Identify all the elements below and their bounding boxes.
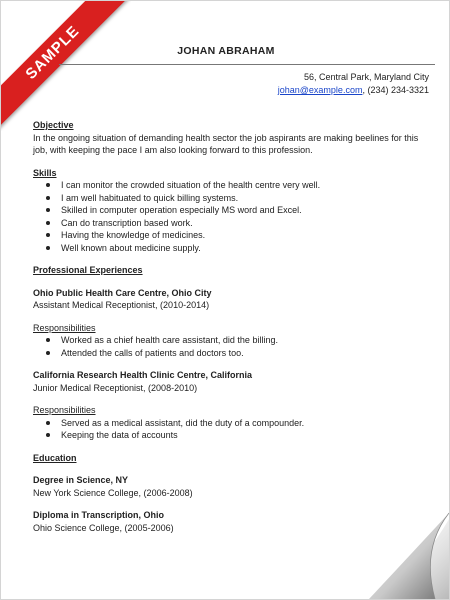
skill-item: Skilled in computer operation especially MS word and Excel. (61, 204, 433, 217)
objective-heading: Objective (33, 120, 74, 130)
objective-text: In the ongoing situation of demanding health sector the job aspirants are making beelines for this job, with keeping the pace I am also looking forward to this profession. (33, 132, 419, 155)
skill-item: I can monitor the crowded situation of the health centre very well. (61, 179, 433, 192)
education-degree: Diploma in Transcription, Ohio (33, 510, 165, 520)
page-curl-graphic (359, 509, 449, 599)
sample-ribbon (1, 1, 131, 131)
job-company: California Research Health Clinic Centre, California (33, 370, 253, 380)
experience-heading: Professional Experiences (33, 265, 143, 275)
phone: , (234) 234-3321 (362, 85, 429, 95)
skills-heading: Skills (33, 167, 57, 178)
address: 56, Central Park, Maryland City (303, 72, 429, 82)
resume-content (33, 119, 433, 534)
skills-list (33, 179, 433, 254)
skill-item: Having the knowledge of medicines. (61, 229, 433, 242)
responsibilities-heading: Responsibilities (33, 322, 96, 333)
responsibility-item: Attended the calls of patients and doctors too. (61, 347, 433, 360)
responsibilities-list (33, 417, 433, 442)
education-degree: Degree in Science, NY (33, 475, 129, 485)
skill-item: Well known about medicine supply. (61, 242, 433, 255)
skill-item: I am well habituated to quick billing systems. (61, 192, 433, 205)
candidate-name: JOHAN ABRAHAM (177, 45, 275, 57)
education-heading: Education (33, 452, 77, 463)
header-divider (59, 64, 435, 65)
job-role: Junior Medical Receptionist, (2008-2010) (33, 382, 198, 393)
email-phone-line (278, 84, 429, 97)
sample-label: SAMPLE (1, 1, 131, 131)
contact-block (278, 71, 429, 97)
responsibility-item: Keeping the data of accounts (61, 429, 433, 442)
responsibility-item: Served as a medical assistant, did the duty of a compounder. (61, 417, 433, 430)
job-company: Ohio Public Health Care Centre, Ohio City (33, 287, 212, 298)
email-link[interactable]: johan@example.com (277, 85, 363, 95)
skill-item: Can do transcription based work. (61, 217, 433, 230)
responsibility-item: Worked as a chief health care assistant, did the billing. (61, 334, 433, 347)
page-curl (359, 509, 449, 599)
responsibilities-list (33, 334, 433, 359)
education-school: New York Science College, (2006-2008) (33, 487, 193, 498)
responsibilities-heading: Responsibilities (33, 405, 96, 415)
education-school: Ohio Science College, (2005-2006) (33, 522, 174, 533)
job-role: Assistant Medical Receptionist, (2010-2014) (33, 300, 210, 310)
